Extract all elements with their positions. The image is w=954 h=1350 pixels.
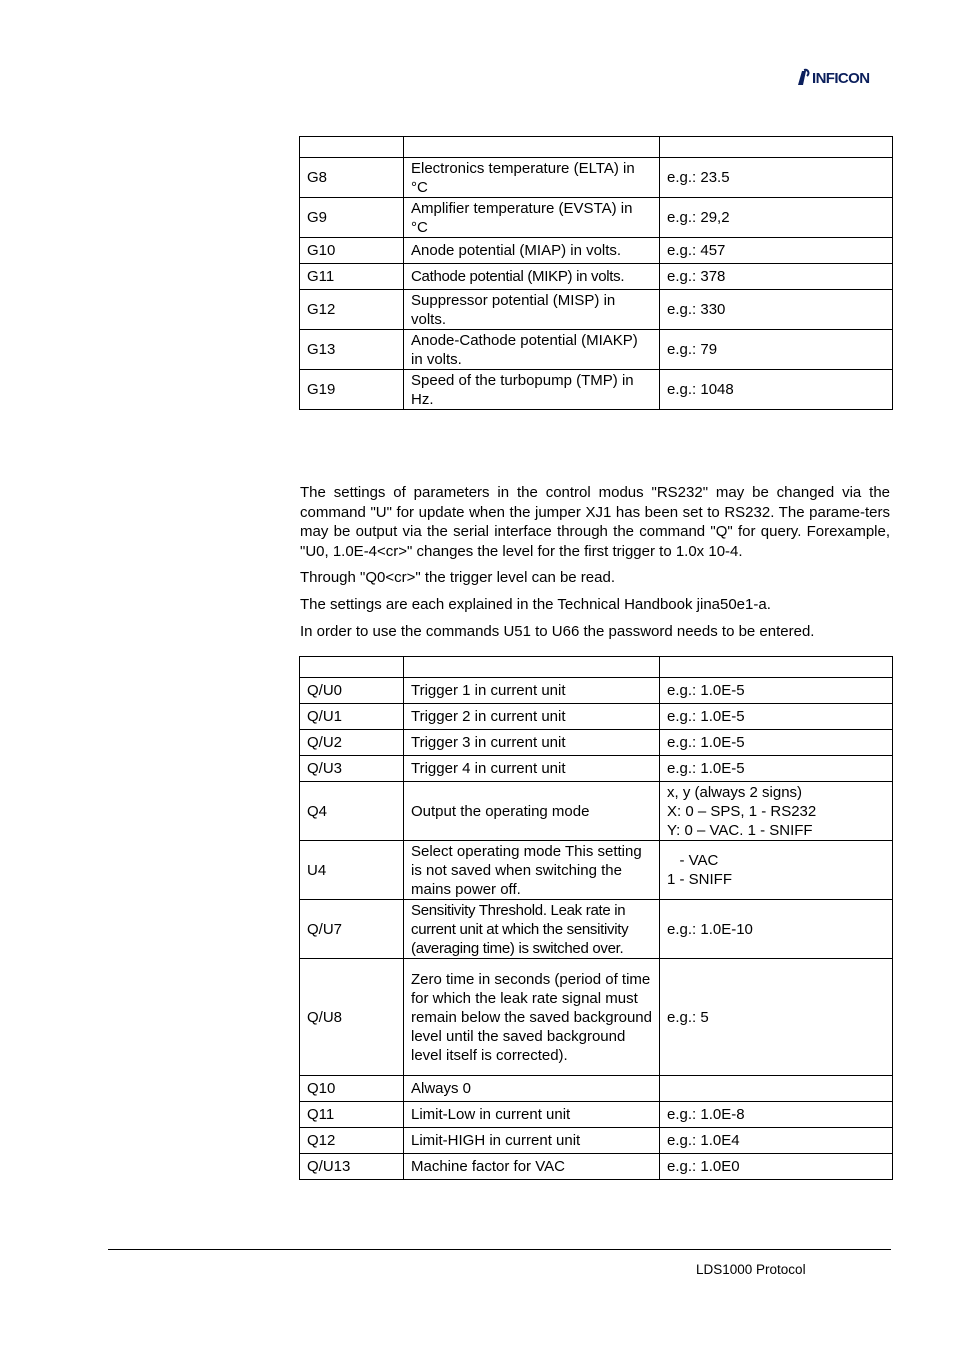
password-paragraph: In order to use the commands U51 to U66 the password needs to be entered. [300,623,815,640]
description-cell: Trigger 4 in current unit [404,756,660,782]
logo-text: INFICON [812,69,870,87]
header-cell [300,657,404,678]
trigger-read-paragraph: Through "Q0<cr>" the trigger level can be read. [300,569,615,586]
table-row [300,238,893,264]
intro-paragraph: The settings of parameters in the control modus "RS232" may be changed via the command "U" for update when the jumper XJ1 has been set to RS232. The parame-ters may be output via the serial interface through the command "Q" for query. Forexample, "U0, 1.0E-4<cr>" changes the level for the first trigger to 1.0x 10-4. [300,484,890,560]
value-cell [660,1076,893,1102]
value-cell: e.g.: 5 [660,959,893,1076]
table-row [300,370,893,410]
value-cell: e.g.: 1.0E-5 [660,730,893,756]
description-cell: Anode potential (MIAP) in volts. [404,238,660,264]
description-cell: Sensitivity Threshold. Leak rate in current unit at which the sensitivity (averaging time) is switched over. [404,900,660,959]
command-cell: Q/U2 [300,730,404,756]
command-cell: G10 [300,238,404,264]
value-cell: e.g.: 29,2 [660,198,893,238]
value-cell: e.g.: 457 [660,238,893,264]
command-cell: G9 [300,198,404,238]
table-header-row [300,657,893,678]
table-row [300,264,893,290]
value-cell: e.g.: 1.0E4 [660,1128,893,1154]
table-row [300,1128,893,1154]
table-row [300,330,893,370]
handbook-paragraph: The settings are each explained in the Technical Handbook jina50e1-a. [300,596,771,613]
description-cell: Trigger 3 in current unit [404,730,660,756]
value-cell: e.g.: 1.0E-5 [660,678,893,704]
description-cell: Limit-HIGH in current unit [404,1128,660,1154]
description-cell: Machine factor for VAC [404,1154,660,1180]
command-cell: Q10 [300,1076,404,1102]
footer-divider [108,1249,891,1250]
description-cell: Suppressor potential (MISP) in volts. [404,290,660,330]
value-cell: e.g.: 79 [660,330,893,370]
table-row [300,841,893,900]
header-cell [660,137,893,158]
command-cell: Q/U7 [300,900,404,959]
value-cell: e.g.: 23.5 [660,158,893,198]
parameter-commands-table [299,656,893,1180]
value-cell: e.g.: 1.0E0 [660,1154,893,1180]
table-row [300,1076,893,1102]
command-cell: Q/U0 [300,678,404,704]
value-cell: e.g.: 1.0E-5 [660,756,893,782]
command-cell: Q/U1 [300,704,404,730]
description-cell: Limit-Low in current unit [404,1102,660,1128]
value-cell: - VAC 1 - SNIFF [660,841,893,900]
command-cell: Q4 [300,782,404,841]
header-cell [404,657,660,678]
header-cell [404,137,660,158]
header-cell [660,657,893,678]
table-row [300,782,893,841]
command-cell: Q/U13 [300,1154,404,1180]
description-cell: Amplifier temperature (EVSTA) in °C [404,198,660,238]
footer-document-title: LDS1000 Protocol [696,1262,806,1277]
command-cell: G12 [300,290,404,330]
command-cell: Q12 [300,1128,404,1154]
description-cell: Trigger 1 in current unit [404,678,660,704]
description-cell: Select operating mode This setting is not saved when switching the mains power off. [404,841,660,900]
command-cell: G19 [300,370,404,410]
table-row [300,198,893,238]
header-cell [300,137,404,158]
description-cell: Speed of the turbopump (TMP) in Hz. [404,370,660,410]
command-cell: Q11 [300,1102,404,1128]
description-cell: Output the operating mode [404,782,660,841]
description-cell: Always 0 [404,1076,660,1102]
value-cell: x, y (always 2 signs) X: 0 – SPS, 1 - RS232 Y: 0 – VAC. 1 - SNIFF [660,782,893,841]
description-cell: Zero time in seconds (period of time for which the leak rate signal must remain below the saved background level until the saved background level itself is corrected). [404,959,660,1076]
table-row [300,730,893,756]
value-cell: e.g.: 1048 [660,370,893,410]
gauge-values-table [299,136,893,410]
value-cell: e.g.: 378 [660,264,893,290]
description-cell: Anode-Cathode potential (MIAKP) in volts. [404,330,660,370]
table-row [300,678,893,704]
command-cell: Q/U8 [300,959,404,1076]
table-row [300,1102,893,1128]
table-row [300,704,893,730]
value-cell: e.g.: 330 [660,290,893,330]
value-cell: e.g.: 1.0E-10 [660,900,893,959]
command-cell: U4 [300,841,404,900]
table-header-row [300,137,893,158]
table-row [300,900,893,959]
command-cell: Q/U3 [300,756,404,782]
value-cell: e.g.: 1.0E-5 [660,704,893,730]
table-row [300,158,893,198]
description-cell: Cathode potential (MIKP) in volts. [404,264,660,290]
command-cell: G8 [300,158,404,198]
inficon-logo [795,66,895,90]
inficon-logo-icon [795,67,811,89]
command-cell: G11 [300,264,404,290]
table-row [300,290,893,330]
table-row [300,756,893,782]
description-cell: Electronics temperature (ELTA) in °C [404,158,660,198]
table-row [300,1154,893,1180]
command-cell: G13 [300,330,404,370]
description-cell: Trigger 2 in current unit [404,704,660,730]
table-row [300,959,893,1076]
value-cell: e.g.: 1.0E-8 [660,1102,893,1128]
